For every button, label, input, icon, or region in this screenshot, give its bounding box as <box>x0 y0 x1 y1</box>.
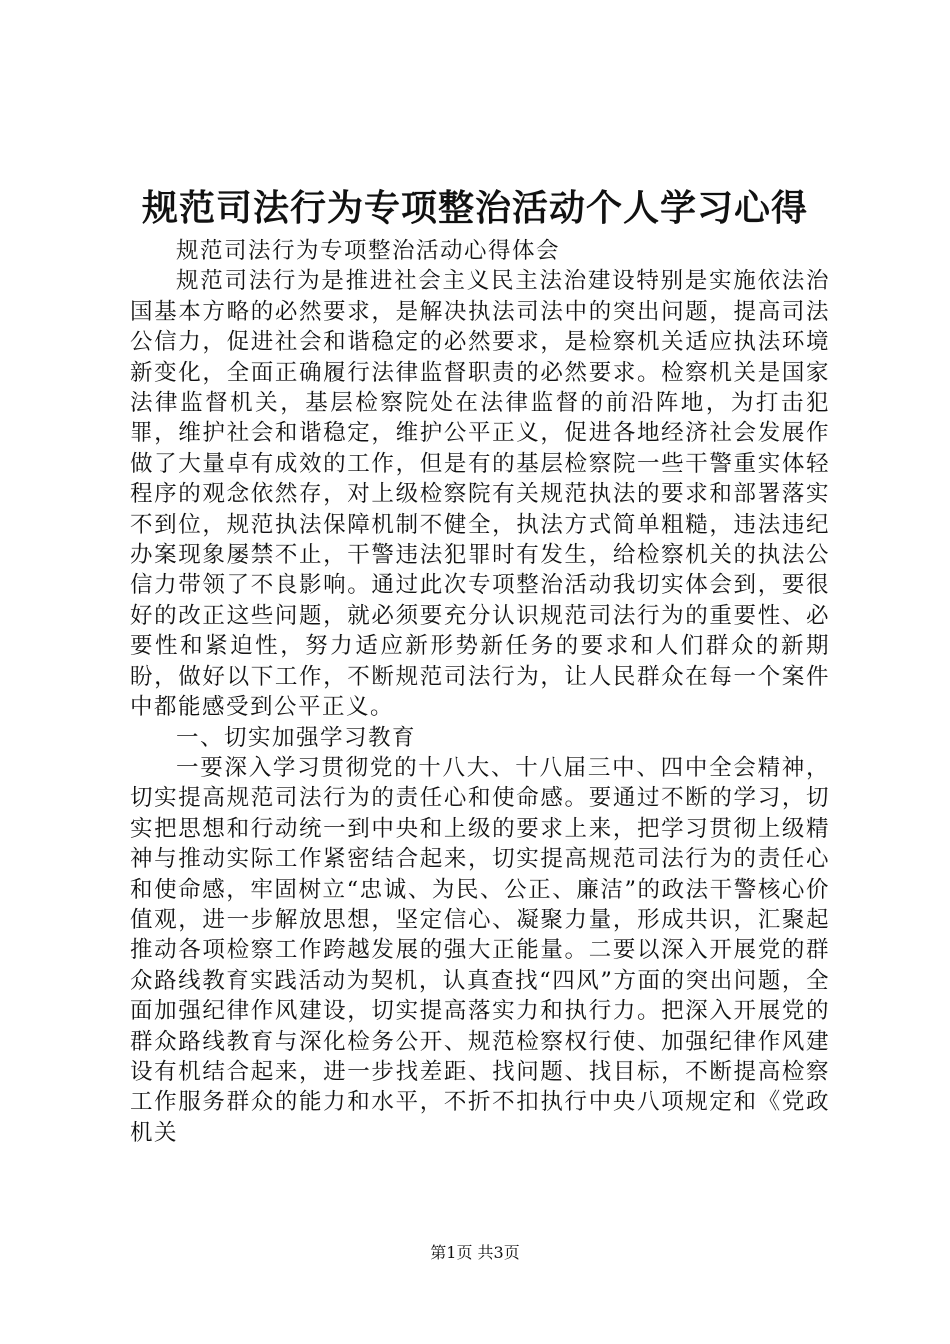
section-heading: 一、切实加强学习教育 <box>176 724 417 751</box>
page-number-footer: 第1页 共3页 <box>430 1243 520 1262</box>
document-subtitle: 规范司法行为专项整治活动心得体会 <box>176 238 561 264</box>
document-title: 规范司法行为专项整治活动个人学习心得 <box>141 187 808 229</box>
body-paragraph: 规范司法行为是推进社会主义民主法治建设特别是实施依法治国基本方略的必然要求，是解决执法司法中的突出问题，提高司法公信力，促进社会和谐稳定的必然要求，是检察机关适应执法环境新变化，全面正确履行法律监督职责的必然要求。检察机关是国家法律监督机关，基层检察院处在法律监督的前沿阵地，为打击犯罪，维护社会和谐稳定，维护公平正义，促进各地经济社会发展作做了大量卓有成效的工作，但是有的基层检察院一些干警重实体轻程序的观念依然存，对上级检察院有关规范执法的要求和部署落实不到位，规范执法保障机制不健全，执法方式简单粗糙，违法违纪办案现象屡禁不止，干警违法犯罪时有发生，给检察机关的执法公信力带领了不良影响。通过此次专项整治活动我切实体会到，要很好的改正这些问题，就必须要充分认识规范司法行为的重要性、必要性和紧迫性，努力适应新形势新任务的要求和人们群众的新期盼，做好以下工作，不断规范司法行为，让人民群众在每一个案件中都能感受到公平正义。 <box>130 268 830 721</box>
body-paragraph: 一要深入学习贯彻党的十八大、十八届三中、四中全会精神，切实提高规范司法行为的责任心和使命感。要通过不断的学习，切实把思想和行动统一到中央和上级的要求上来，把学习贯彻上级精神与推动实际工作紧密结合起来，切实提高规范司法行为的责任心和使命感，牢固树立“忠诚、为民、公正、廉洁”的政法干警核心价值观，进一步解放思想，坚定信心、凝聚力量，形成共识，汇聚起推动各项检察工作跨越发展的强大正能量。二要以深入开展党的群众路线教育实践活动为契机，认真查找“四风”方面的突出问题，全面加强纪律作风建设，切实提高落实力和执行力。把深入开展党的群众路线教育与深化检务公开、规范检察权行使、加强纪律作风建设有机结合起来，进一步找差距、找问题、找目标，不断提高检察工作服务群众的能力和水平，不折不扣执行中央八项规定和《党政机关 <box>130 754 830 1146</box>
document-body <box>130 236 830 1148</box>
